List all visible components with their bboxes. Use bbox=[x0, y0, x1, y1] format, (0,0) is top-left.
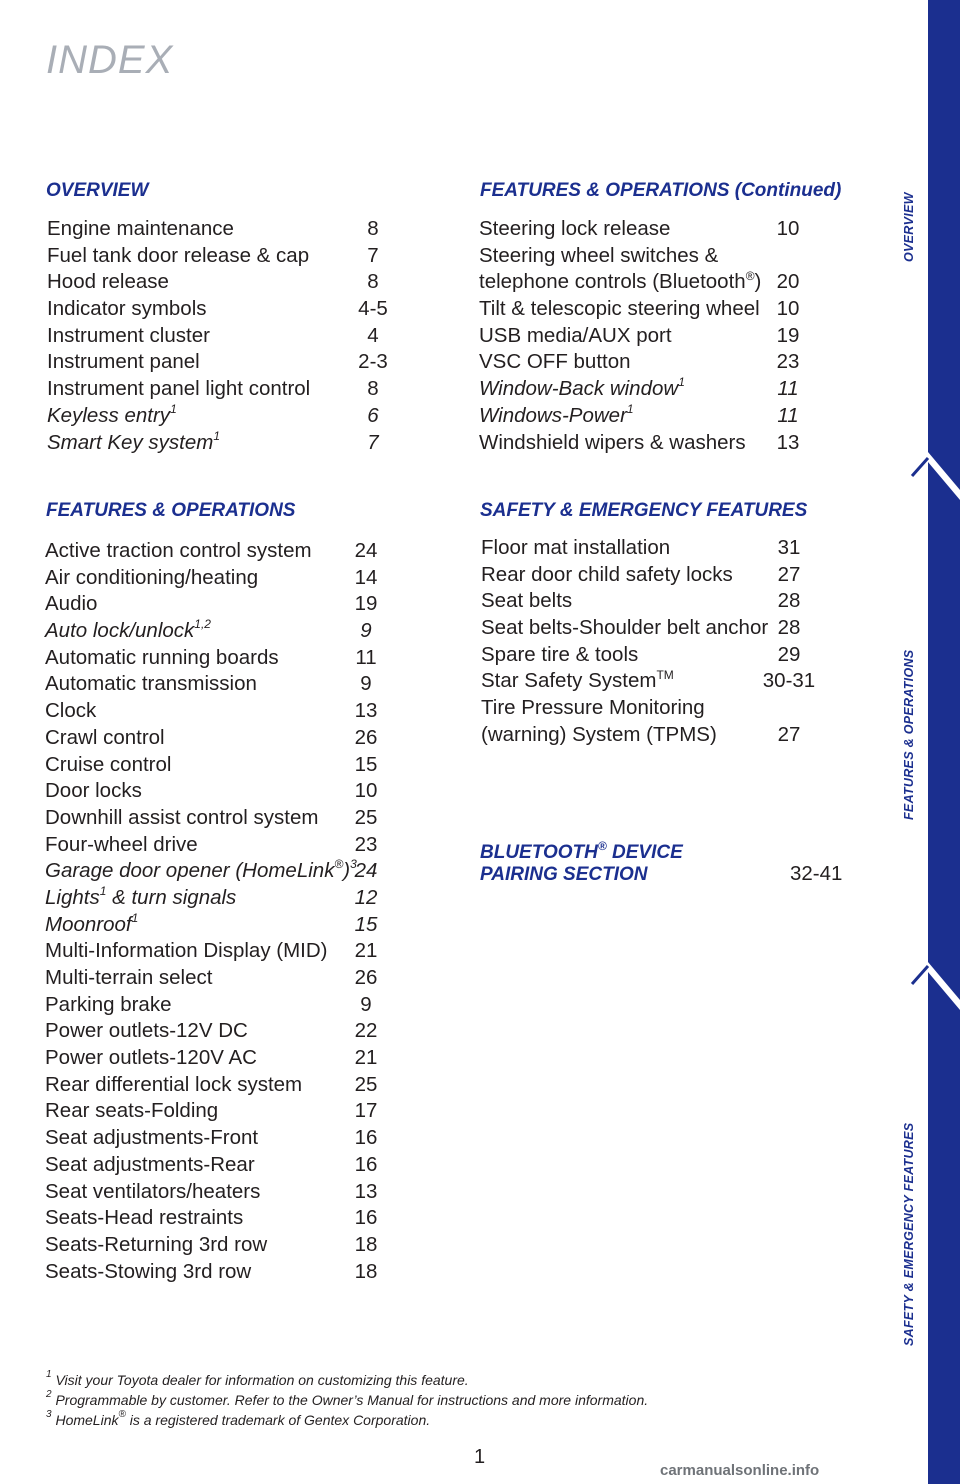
index-entry-label: Tilt & telescopic steering wheel bbox=[479, 297, 760, 321]
index-entry-label: Tire Pressure Monitoring bbox=[481, 696, 705, 720]
index-entry-label: Spare tire & tools bbox=[481, 642, 639, 666]
index-entry-page: 8 bbox=[367, 217, 379, 240]
index-entry-label: Seat belts bbox=[481, 589, 573, 613]
index-entry-label: Garage door opener (HomeLink®)$^3$ bbox=[45, 857, 357, 883]
index-entry-page: 10 bbox=[776, 297, 800, 321]
index-entry-label: Floor mat installation bbox=[481, 536, 671, 559]
index-entry-label: Seat ventilators/heaters bbox=[45, 1179, 261, 1203]
index-entry-page: 4-5 bbox=[358, 297, 388, 321]
index-entry-label: Clock bbox=[45, 699, 97, 723]
index-entry-label: Instrument cluster bbox=[47, 323, 210, 347]
index-entry-label: Downhill assist control system bbox=[45, 805, 319, 829]
index-entry-page: 13 bbox=[776, 430, 800, 454]
index-entry-label: Windshield wipers & washers bbox=[479, 430, 746, 454]
index-entry-label: Seat adjustments-Rear bbox=[45, 1152, 255, 1176]
index-entry-page: 9 bbox=[360, 619, 372, 643]
index-entry-label: Audio bbox=[45, 592, 98, 616]
index-entry-label: Seat adjustments-Front bbox=[45, 1126, 259, 1150]
index-entry-label: Crawl control bbox=[45, 725, 165, 749]
section-title-safety: SAFETY & EMERGENCY FEATURES bbox=[480, 500, 808, 521]
index-entry-label: Multi-Information Display (MID) bbox=[45, 939, 328, 963]
index-entry-label: Instrument panel bbox=[47, 350, 200, 374]
page-title: INDEX bbox=[46, 38, 174, 82]
bluetooth-page: 32-41 bbox=[790, 862, 843, 885]
index-entry-label: Cruise control bbox=[45, 752, 172, 776]
index-entry-page: 16 bbox=[354, 1126, 378, 1150]
footnote: $^1$ Visit your Toyota dealer for information on customizing this feature. bbox=[46, 1369, 469, 1388]
index-entry-page: 24 bbox=[354, 859, 378, 883]
index-entry-page: 27 bbox=[777, 722, 801, 746]
index-entry-page: 10 bbox=[354, 779, 378, 803]
index-entry-label: Automatic running boards bbox=[45, 645, 279, 669]
index-entry-label: Rear differential lock system bbox=[45, 1072, 303, 1096]
side-tab-safety[interactable]: SAFETY & EMERGENCY FEATURES bbox=[902, 1122, 916, 1346]
index-entry-page: 30-31 bbox=[762, 669, 816, 693]
index-entry-label: Moonroof$^1$ bbox=[45, 910, 139, 936]
index-entry-page: 4 bbox=[367, 323, 379, 347]
index-entry-page: 19 bbox=[776, 323, 800, 347]
page-number: 1 bbox=[474, 1446, 486, 1468]
index-entry-page: 15 bbox=[354, 752, 378, 776]
index-entry-page: 22 bbox=[354, 1019, 378, 1043]
footnote: $^2$ Programmable by customer. Refer to the Owner’s Manual for instructions and more information. bbox=[46, 1389, 649, 1408]
index-entry-page: 9 bbox=[360, 672, 372, 696]
index-entry-page: 31 bbox=[777, 536, 801, 559]
index-entry-page: 27 bbox=[777, 562, 801, 586]
index-entry-label: Engine maintenance bbox=[47, 217, 234, 240]
watermark: carmanualsonline.info bbox=[660, 1462, 820, 1479]
index-entry-page: 7 bbox=[367, 243, 379, 267]
index-entry-label: Multi-terrain select bbox=[45, 966, 213, 989]
index-entry-label: Active traction control system bbox=[45, 539, 312, 562]
index-entry-page: 23 bbox=[354, 832, 378, 856]
index-entry-page: 13 bbox=[354, 1179, 378, 1203]
index-entry-page: 21 bbox=[354, 1046, 378, 1070]
index-entry-page: 11 bbox=[355, 645, 377, 669]
index-entry-label: telephone controls (Bluetooth®) bbox=[479, 268, 762, 294]
index-entry-page: 25 bbox=[354, 1072, 378, 1096]
index-entry-label: (warning) System (TPMS) bbox=[481, 722, 717, 746]
index-entry-label: Keyless entry$^1$ bbox=[47, 401, 177, 427]
index-entry-page: 24 bbox=[354, 539, 378, 562]
index-entry-label: Seats-Stowing 3rd row bbox=[45, 1259, 252, 1283]
index-entry-page: 28 bbox=[777, 616, 801, 640]
index-entry-label: Automatic transmission bbox=[45, 672, 257, 696]
index-entry-page: 17 bbox=[354, 1099, 378, 1123]
bluetooth-registered-mark: ® bbox=[597, 838, 607, 853]
index-entry-page: 12 bbox=[354, 885, 378, 909]
index-entry-page: 20 bbox=[776, 270, 800, 294]
index-entry-label: Indicator symbols bbox=[47, 297, 207, 321]
index-entry-label: Door locks bbox=[45, 779, 142, 803]
index-entry-label: Lights$^1$ & turn signals bbox=[45, 884, 237, 909]
index-entry-label: Air conditioning/heating bbox=[45, 565, 259, 589]
footnote: $^3$ HomeLink® is a registered trademark of Gentex Corporation. bbox=[46, 1409, 431, 1428]
index-entry-page: 15 bbox=[354, 912, 378, 936]
section-title-features-continued: FEATURES & OPERATIONS (Continued) bbox=[480, 180, 842, 201]
bluetooth-title-line2: PAIRING SECTION bbox=[480, 864, 648, 885]
index-entry-page: 8 bbox=[367, 270, 379, 294]
index-entry-page: 16 bbox=[354, 1206, 378, 1230]
index-entry-label: Four-wheel drive bbox=[45, 832, 198, 856]
bluetooth-title-line1-rest: DEVICE bbox=[606, 842, 683, 863]
index-entry-page: 26 bbox=[354, 725, 378, 749]
index-entry-page: 18 bbox=[354, 1259, 378, 1283]
index-entry-page: 13 bbox=[354, 699, 378, 723]
index-entry-page: 7 bbox=[367, 430, 379, 454]
index-entry-label: Steering wheel switches & bbox=[479, 243, 719, 267]
index-entry-label: Power outlets-120V AC bbox=[45, 1046, 257, 1070]
index-entry-label: Fuel tank door release & cap bbox=[47, 243, 310, 267]
index-entry-label: Power outlets-12V DC bbox=[45, 1019, 248, 1043]
index-entry-label: Rear door child safety locks bbox=[481, 562, 733, 586]
section-title-features: FEATURES & OPERATIONS bbox=[46, 500, 296, 521]
index-entry-page: 8 bbox=[367, 377, 379, 401]
section-title-overview: OVERVIEW bbox=[46, 180, 149, 201]
index-entry-label: Windows-Power$^1$ bbox=[479, 401, 634, 427]
index-entry-label: Instrument panel light control bbox=[47, 377, 311, 401]
index-entry-label: Hood release bbox=[47, 270, 169, 294]
index-entry-page: 14 bbox=[354, 565, 378, 589]
index-entry-page: 21 bbox=[354, 939, 378, 963]
index-entry-page: 19 bbox=[354, 592, 378, 616]
index-entry-page: 18 bbox=[354, 1232, 378, 1256]
index-entry-label: Parking brake bbox=[45, 992, 172, 1016]
side-tab-features[interactable]: FEATURES & OPERATIONS bbox=[902, 649, 916, 820]
index-entry-label: Seats-Returning 3rd row bbox=[45, 1232, 268, 1256]
index-entry-page: 16 bbox=[354, 1152, 378, 1176]
index-entry-label: Auto lock/unlock$^{1,2}$ bbox=[45, 617, 211, 643]
index-entry-label: Steering lock release bbox=[479, 217, 671, 240]
index-entry-label: Window-Back window$^1$ bbox=[479, 375, 685, 401]
index-entry-page: 28 bbox=[777, 589, 801, 613]
index-entry-label: USB media/AUX port bbox=[479, 323, 672, 347]
index-entry-label: VSC OFF button bbox=[479, 350, 631, 374]
index-entry-page: 25 bbox=[354, 805, 378, 829]
bluetooth-title-line1: BLUETOOTH bbox=[480, 842, 598, 863]
side-tab-overview[interactable]: OVERVIEW bbox=[902, 192, 916, 262]
index-entry-label: Seats-Head restraints bbox=[45, 1206, 244, 1230]
index-entry-label: Seat belts-Shoulder belt anchor bbox=[481, 616, 769, 640]
index-entry-page: 9 bbox=[360, 992, 372, 1016]
index-entry-label: Smart Key system$^1$ bbox=[47, 428, 220, 454]
index-entry-label: Star Safety System™ bbox=[481, 667, 674, 693]
index-entry-page: 23 bbox=[776, 350, 800, 374]
index-entry-page: 26 bbox=[354, 966, 378, 989]
index-entry-page: 11 bbox=[777, 403, 799, 427]
index-entry-page: 6 bbox=[367, 403, 379, 427]
index-entry-label: Rear seats-Folding bbox=[45, 1099, 219, 1123]
index-entry-page: 29 bbox=[777, 642, 801, 666]
index-entry-page: 10 bbox=[776, 217, 800, 240]
index-entry-page: 11 bbox=[777, 377, 799, 401]
index-entry-page: 2-3 bbox=[358, 350, 388, 374]
